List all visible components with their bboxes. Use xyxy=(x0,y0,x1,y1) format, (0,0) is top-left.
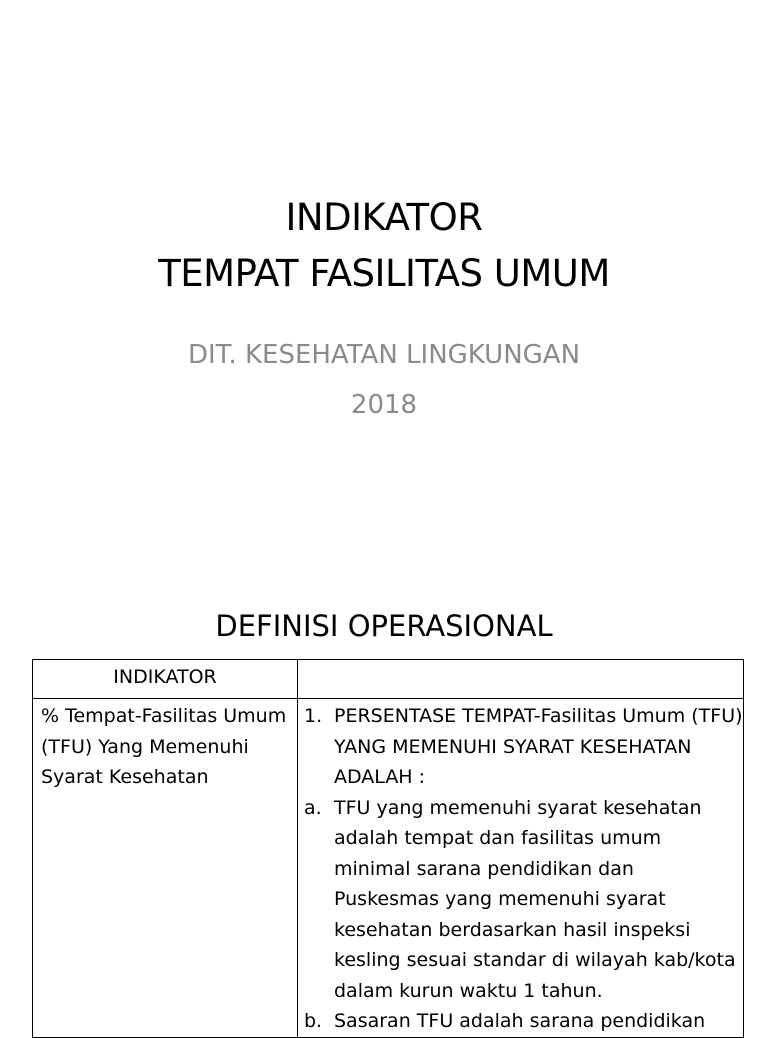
header-definition xyxy=(298,660,744,699)
definition-cell xyxy=(298,699,744,1038)
list-item xyxy=(304,701,743,793)
subtitle-organization: DIT. KESEHATAN LINGKUNGAN xyxy=(187,340,581,370)
list-item-text: TFU yang memenuhi syarat kesehatan adalah tempat dan fasilitas umum minimal sarana pendidikan dan Puskesmas yang memenuhi syarat kesehatan berdasarkan hasil inspeksi kesling sesuai standar di wilayah kab/kota dalam kurun waktu 1 tahun. xyxy=(334,796,736,1002)
table-header-row xyxy=(33,660,744,699)
slide-title xyxy=(0,190,768,302)
list-item xyxy=(304,793,743,1007)
slide-subtitle xyxy=(0,330,768,430)
list-marker: 1. xyxy=(304,705,323,727)
header-indikator: INDIKATOR xyxy=(33,660,298,699)
slide-title-line-2: TEMPAT FASILITAS UMUM xyxy=(158,252,610,295)
table-row xyxy=(33,699,744,1038)
list-marker: a. xyxy=(304,796,322,819)
indicator-cell: % Tempat-Fasilitas Umum (TFU) Yang Memenuhi Syarat Kesehatan xyxy=(33,699,298,1038)
slide-title-line-1: INDIKATOR xyxy=(285,196,483,239)
list-item-text: PERSENTASE TEMPAT-Fasilitas Umum (TFU) YANG MEMENUHI SYARAT KESEHATAN ADALAH : xyxy=(334,705,743,788)
definition-table xyxy=(32,659,744,1038)
list-item xyxy=(304,1006,743,1037)
section-title: DEFINISI OPERASIONAL xyxy=(215,609,553,643)
list-marker: b. xyxy=(304,1010,323,1032)
subtitle-year: 2018 xyxy=(350,390,418,420)
list-item-text: Sasaran TFU adalah sarana pendidikan xyxy=(334,1010,706,1032)
